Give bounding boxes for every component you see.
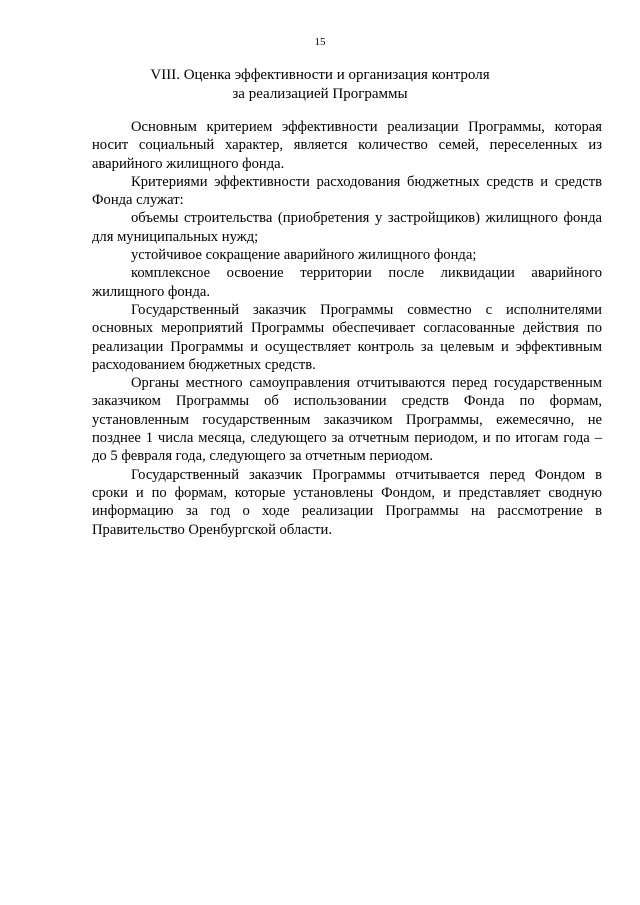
section-body: [92, 118, 602, 539]
paragraph-customer-reporting: Государственный заказчик Программы отчитывается перед Фондом в сроки и по формам, которые установлены Фондом, и представляет сводную информацию за год о ходе реализации Программы на рассмотрение в Правительство Оренбургской области.: [92, 466, 602, 538]
page-number: 15: [314, 36, 326, 48]
section-heading-line-2: за реализацией Программы: [232, 86, 408, 102]
paragraph-criterion-reduction: устойчивое сокращение аварийного жилищного фонда;: [131, 247, 477, 264]
paragraph-local-reporting: Органы местного самоуправления отчитываются перед государственным заказчиком Программы об использовании средств Фонда по формам, установленным государственным заказчиком Программы, ежемесячно, не позднее 1 числа месяца, следующего за отчетным периодом, и по итогам года – до 5 февраля года, следующего за отчетным периодом.: [92, 375, 602, 465]
paragraph-criteria-intro: Критериями эффективности расходования бюджетных средств и средств Фонда служат:: [92, 173, 602, 209]
section-heading-line-1: VIII. Оценка эффективности и организация контроля: [150, 67, 490, 83]
paragraph-criterion-territory: комплексное освоение территории после ликвидации аварийного жилищного фонда.: [92, 265, 602, 300]
paragraph-criterion-construction: объемы строительства (приобретения у застройщиков) жилищного фонда для муниципальных нужд;: [92, 210, 602, 245]
section-heading: [0, 66, 640, 104]
paragraph-customer-control: Государственный заказчик Программы совместно с исполнителями основных мероприятий Программы обеспечивает согласованные действия по реализации Программы и осуществляет контроль за целевым и эффективным расходованием бюджетных средств.: [92, 301, 602, 373]
paragraph-main-criterion: Основным критерием эффективности реализации Программы, которая носит социальный характер, является количество семей, переселенных из аварийного жилищного фонда.: [92, 119, 602, 172]
